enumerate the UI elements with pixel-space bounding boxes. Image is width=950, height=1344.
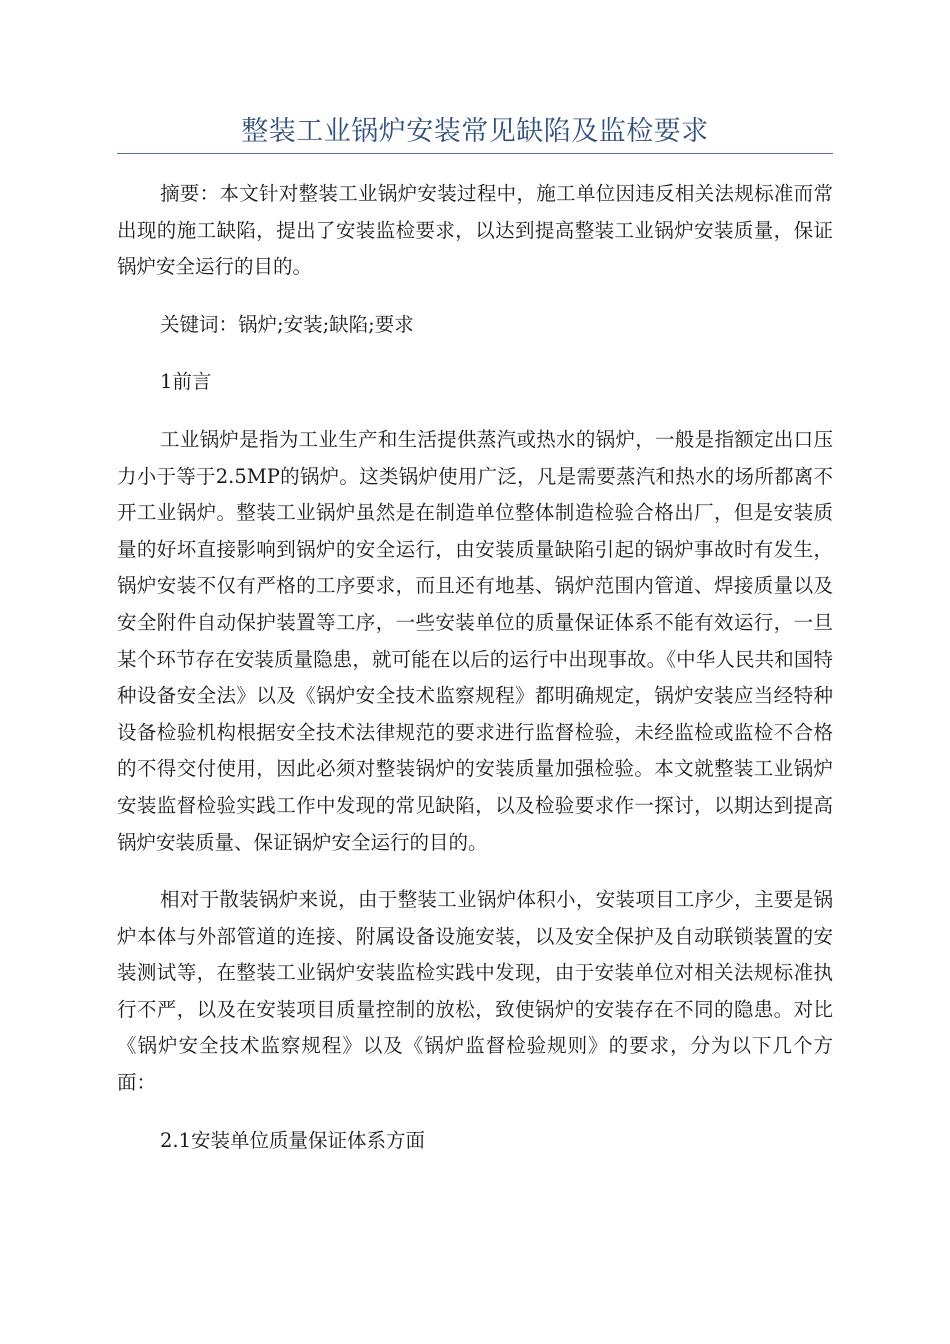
document-body <box>117 176 833 1180</box>
document-title: 整装工业锅炉安装常见缺陷及监检要求 <box>241 116 709 147</box>
section-2-1-heading: 2.1安装单位质量保证体系方面 <box>160 1128 426 1152</box>
intro-paragraph-1: 工业锅炉是指为工业生产和生活提供蒸汽或热水的锅炉，一般是指额定出口压力小于等于2.5MP的锅炉。这类锅炉使用广泛，凡是需要蒸汽和热水的场所都离不开工业锅炉。整装工业锅炉虽然是在制造单位整体制造检验合格出厂，但是安装质量的好坏直接影响到锅炉的安全运行，由安装质量缺陷引起的锅炉事故时有发生，锅炉安装不仅有严格的工序要求，而且还有地基、锅炉范围内管道、焊接质量以及安全附件自动保护装置等工序，一些安装单位的质量保证体系不能有效运行，一旦某个环节存在安装质量隐患，就可能在以后的运行中出现事故。《中华人民共和国特种设备安全法》以及《锅炉安全技术监察规程》都明确规定，锅炉安装应当经特种设备检验机构根据安全技术法律规范的要求进行监督检验，未经监检或监检不合格的不得交付使用，因此必须对整装锅炉的安装质量加强检验。本文就整装工业锅炉安装监督检验实践工作中发现的常见缺陷，以及检验要求作一探讨，以期达到提高锅炉安装质量、保证锅炉安全运行的目的。 <box>117 427 833 854</box>
keywords-line: 关键词：锅炉;安装;缺陷;要求 <box>160 312 414 336</box>
intro-paragraph-2: 相对于散装锅炉来说，由于整装工业锅炉体积小，安装项目工序少，主要是锅炉本体与外部管道的连接、附属设备设施安装，以及安全保护及自动联锁装置的安装测试等，在整装工业锅炉安装监检实践中发现，由于安装单位对相关法规标准执行不严，以及在安装项目质量控制的放松，致使锅炉的安装存在不同的隐患。对比《锅炉安全技术监察规程》以及《锅炉监督检验规则》的要求，分为以下几个方面： <box>117 888 833 1095</box>
abstract-paragraph: 摘要：本文针对整装工业锅炉安装过程中，施工单位因违反相关法规标准而常出现的施工缺陷，提出了安装监检要求，以达到提高整装工业锅炉安装质量，保证锅炉安全运行的目的。 <box>117 182 833 279</box>
title-underline <box>117 153 833 154</box>
section-1-heading: 1前言 <box>160 370 212 394</box>
